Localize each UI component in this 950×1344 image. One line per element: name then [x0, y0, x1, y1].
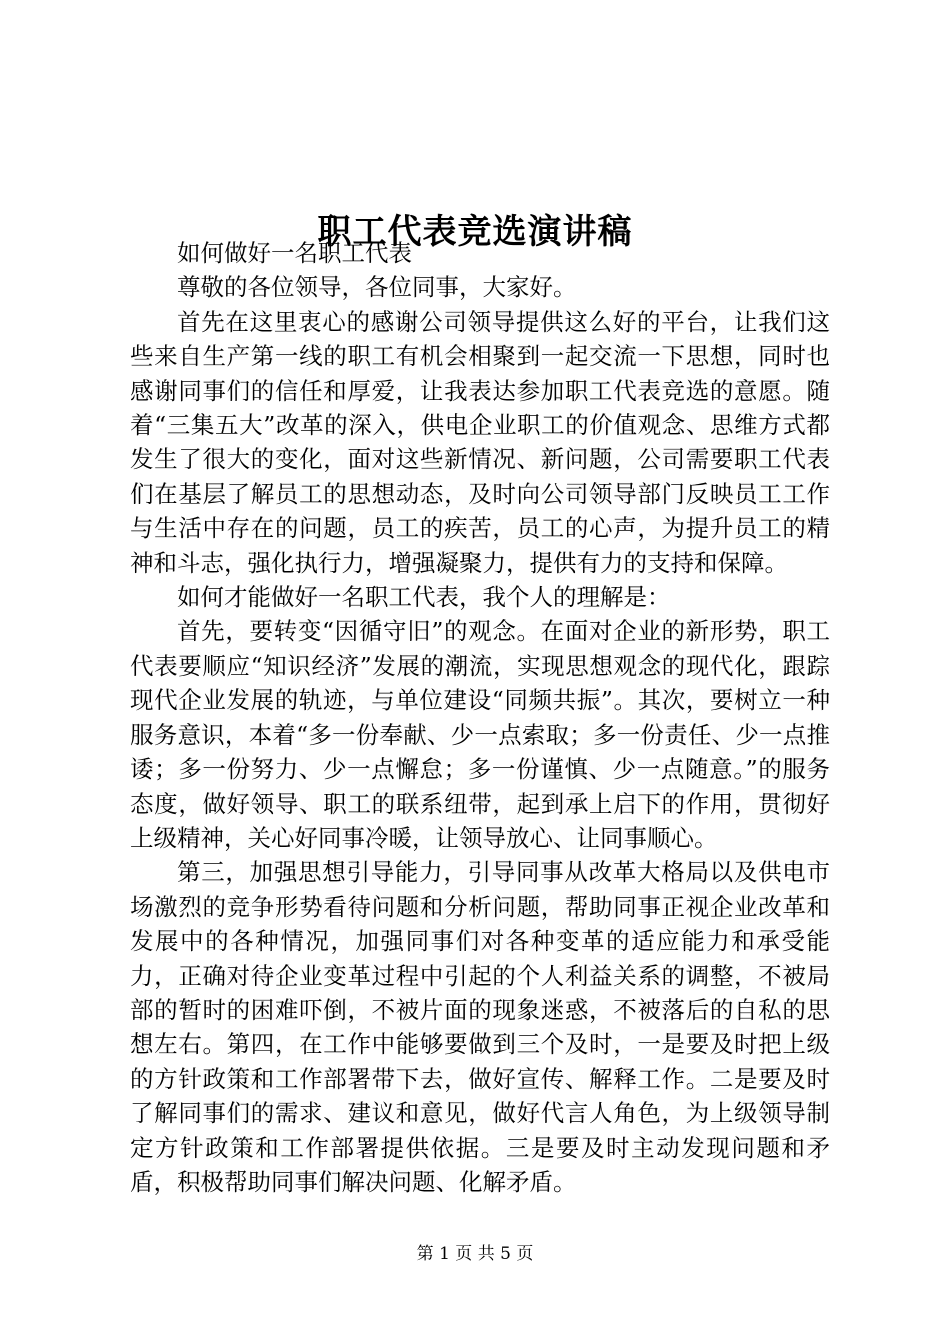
- third-fourth-point-paragraph: 第三，加强思想引导能力，引导同事从改革大格局以及供电市场激烈的竞争形势看待问题和分析问题，帮助同事正视企业改革和发展中的各种情况，加强同事们对各种变革的适应能力和承受能力，正确对待企业变革过程中引起的个人利益关系的调整，不被局部的暂时的困难吓倒，不被片面的现象迷惑，不被落后的自私的思想左右。第四，在工作中能够要做到三个及时，一是要及时把上级的方针政策和工作部署带下去，做好宣传、解释工作。二是要及时了解同事们的需求、建议和意见，做好代言人角色，为上级领导制定方针政策和工作部署提供依据。三是要及时主动发现问题和矛盾，积极帮助同事们解决问题、化解矛盾。: [130, 858, 830, 1196]
- page-number-footer: 第 1 页 共 5 页: [416, 1244, 534, 1264]
- document-body: [130, 236, 830, 1199]
- subtitle-paragraph: 如何做好一名职工代表: [177, 239, 412, 267]
- greeting-paragraph: 尊敬的各位领导，各位同事，大家好。: [177, 273, 577, 302]
- understanding-paragraph: 如何才能做好一名职工代表，我个人的理解是：: [177, 583, 671, 612]
- intro-paragraph: 首先在这里衷心的感谢公司领导提供这么好的平台，让我们这些来自生产第一线的职工有机会相聚到一起交流一下思想，同时也感谢同事们的信任和厚爱，让我表达参加职工代表竞选的意愿。随着“三集五大”改革的深入，供电企业职工的价值观念、思维方式都发生了很大的变化，面对这些新情况、新问题，公司需要职工代表们在基层了解员工的思想动态，及时向公司领导部门反映员工工作与生活中存在的问题，员工的疾苦，员工的心声，为提升员工的精神和斗志，强化执行力，增强凝聚力，提供有力的支持和保障。: [130, 307, 830, 577]
- first-second-point-paragraph: 首先，要转变“因循守旧”的观念。在面对企业的新形势，职工代表要顺应“知识经济”发展的潮流，实现思想观念的现代化，跟踪现代企业发展的轨迹，与单位建设“同频共振”。其次，要树立一种服务意识，本着“多一份奉献、少一点索取；多一份责任、少一点推诿；多一份努力、少一点懈怠；多一份谨慎、少一点随意。”的服务态度，做好领导、职工的联系纽带，起到承上启下的作用，贯彻好上级精神，关心好同事冷暖，让领导放心、让同事顺心。: [130, 617, 830, 852]
- document-title: 职工代表竞选演讲稿: [317, 211, 633, 252]
